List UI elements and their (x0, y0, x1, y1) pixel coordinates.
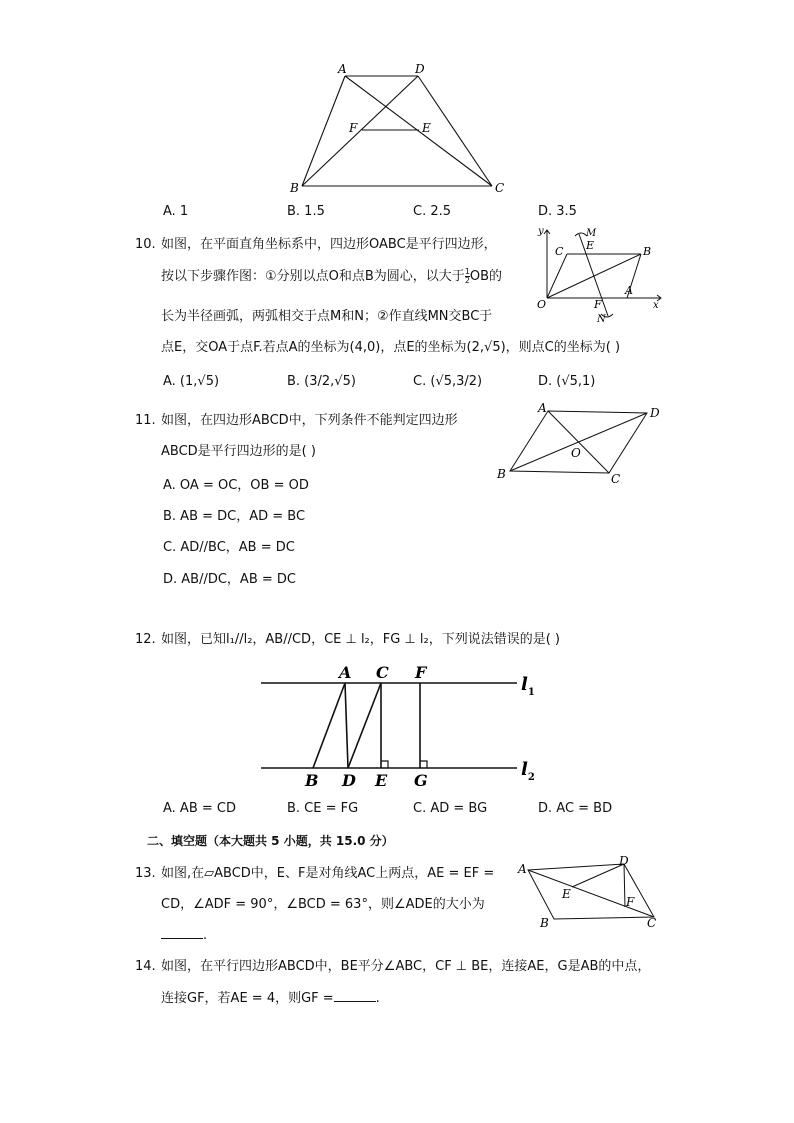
q10-label-m: M (586, 228, 597, 239)
q9-label-c: C (495, 181, 505, 195)
q13-label-b: B (540, 916, 549, 930)
q12-option-c[interactable]: C. AD = BG (413, 801, 488, 816)
q10-label-e: E (586, 239, 595, 252)
q9-option-c[interactable]: C. 2.5 (413, 204, 452, 219)
q10-option-b[interactable]: B. (3/2,√5) (287, 374, 356, 389)
q10-label-a: A (625, 284, 633, 297)
q10-option-a[interactable]: A. (1,√5) (163, 374, 220, 389)
q12-option-d[interactable]: D. AC = BD (538, 801, 613, 816)
q11-label-b: B (497, 467, 506, 481)
q14-line2: 连接GF，若AE = 4，则GF = . (161, 991, 380, 1006)
q12-label-l2: $l_2$ (521, 759, 535, 783)
q10-label-f: F (594, 298, 602, 311)
q12-label-b: B (305, 771, 319, 790)
q10-label-b: B (643, 245, 652, 258)
q10-line3: 长为半径画弧，两弧相交于点M和N；②作直线MN交BC于 (161, 309, 493, 324)
q11-option-a[interactable]: A. OA = OC，OB = OD (163, 478, 309, 493)
q11-label-a: A (538, 401, 547, 415)
q10-line2b: OB的 (469, 269, 503, 284)
q11-label-d: D (650, 406, 660, 420)
q14-number: 14. (135, 959, 156, 974)
q9-option-a[interactable]: A. 1 (163, 204, 189, 219)
q10-label-o: O (537, 298, 547, 311)
q13-label-a: A (518, 862, 527, 876)
q11-number: 11. (135, 413, 156, 428)
q12-label-g: G (414, 771, 428, 790)
q10-line4: 点E，交OA于点F.若点A的坐标为(4,0)，点E的坐标为(2,√5)，则点C的坐标为( ) (161, 340, 621, 355)
q13-label-c: C (647, 916, 657, 930)
q10-label-c: C (555, 245, 564, 258)
q12-label-f: F (415, 663, 427, 682)
q10-line2a: 按以下步骤作图：①分别以点O和点B为圆心，以大于 (161, 269, 465, 284)
q10-label-x: x (653, 300, 659, 311)
q9-option-d[interactable]: D. 3.5 (538, 204, 577, 219)
q11-option-d[interactable]: D. AB//DC，AB = DC (163, 572, 296, 587)
q14-answer-blank[interactable] (334, 989, 376, 1002)
q12-option-b[interactable]: B. CE = FG (287, 801, 359, 816)
q9-label-e: E (422, 121, 431, 135)
q10-number: 10. (135, 237, 156, 252)
q9-option-b[interactable]: B. 1.5 (287, 204, 325, 219)
q13-figure (514, 852, 664, 932)
q11-line2: ABCD是平行四边形的是( ) (161, 444, 316, 459)
q11-line1: 如图，在四边形ABCD中，下列条件不能判定四边形 (161, 413, 458, 428)
q11-label-o: O (571, 446, 581, 460)
q9-label-d: D (415, 62, 425, 76)
q11-label-c: C (611, 472, 621, 486)
section-title-fill-in: 二、填空题（本大题共 5 小题，共 15.0 分） (147, 834, 394, 848)
q13-label-f: F (626, 895, 635, 909)
q12-label-d: D (342, 771, 356, 790)
q9-label-a: A (338, 62, 347, 76)
q10-line1: 如图，在平面直角坐标系中，四边形OABC是平行四边形， (161, 237, 497, 252)
q12-line1: 如图，已知l₁//l₂，AB//CD，CE ⊥ l₂，FG ⊥ l₂，下列说法错误的是( ) (161, 632, 561, 647)
q14-line1: 如图，在平行四边形ABCD中，BE平分∠ABC，CF ⊥ BE，连接AE，G是AB的中点， (161, 959, 651, 974)
q10-option-d[interactable]: D. (√5,1) (538, 374, 596, 389)
q10-line2 (161, 267, 502, 286)
q13-number: 13. (135, 866, 156, 881)
q12-label-l1: $l_1$ (521, 674, 535, 698)
q9-label-b: B (290, 181, 299, 195)
q9-label-f: F (349, 121, 358, 135)
q10-fraction: $\frac{1}{2}$ (464, 267, 470, 285)
q10-label-n: N (597, 314, 606, 324)
q10-figure (533, 222, 668, 324)
q12-figure (255, 657, 555, 792)
q12-option-a[interactable]: A. AB = CD (163, 801, 236, 816)
q13-answer-line[interactable]: . (161, 926, 207, 945)
q13-label-d: D (619, 854, 629, 868)
q13-label-e: E (562, 887, 571, 901)
q11-option-b[interactable]: B. AB = DC，AD = BC (163, 509, 306, 524)
q10-label-y: y (538, 226, 544, 237)
q12-label-a: A (339, 663, 352, 682)
q12-label-c: C (376, 663, 389, 682)
q9-figure (285, 60, 515, 200)
q13-answer-blank[interactable] (161, 926, 203, 939)
q10-option-c[interactable]: C. (√5,3/2) (413, 374, 483, 389)
q11-figure (492, 400, 667, 490)
q11-option-c[interactable]: C. AD//BC，AB = DC (163, 540, 295, 555)
q13-line2: CD，∠ADF = 90°，∠BCD = 63°，则∠ADE的大小为 (161, 897, 485, 912)
q13-line1: 如图,在▱ABCD中，E、F是对角线AC上两点，AE = EF = (161, 866, 495, 881)
q12-number: 12. (135, 632, 156, 647)
q12-label-e: E (375, 771, 388, 790)
